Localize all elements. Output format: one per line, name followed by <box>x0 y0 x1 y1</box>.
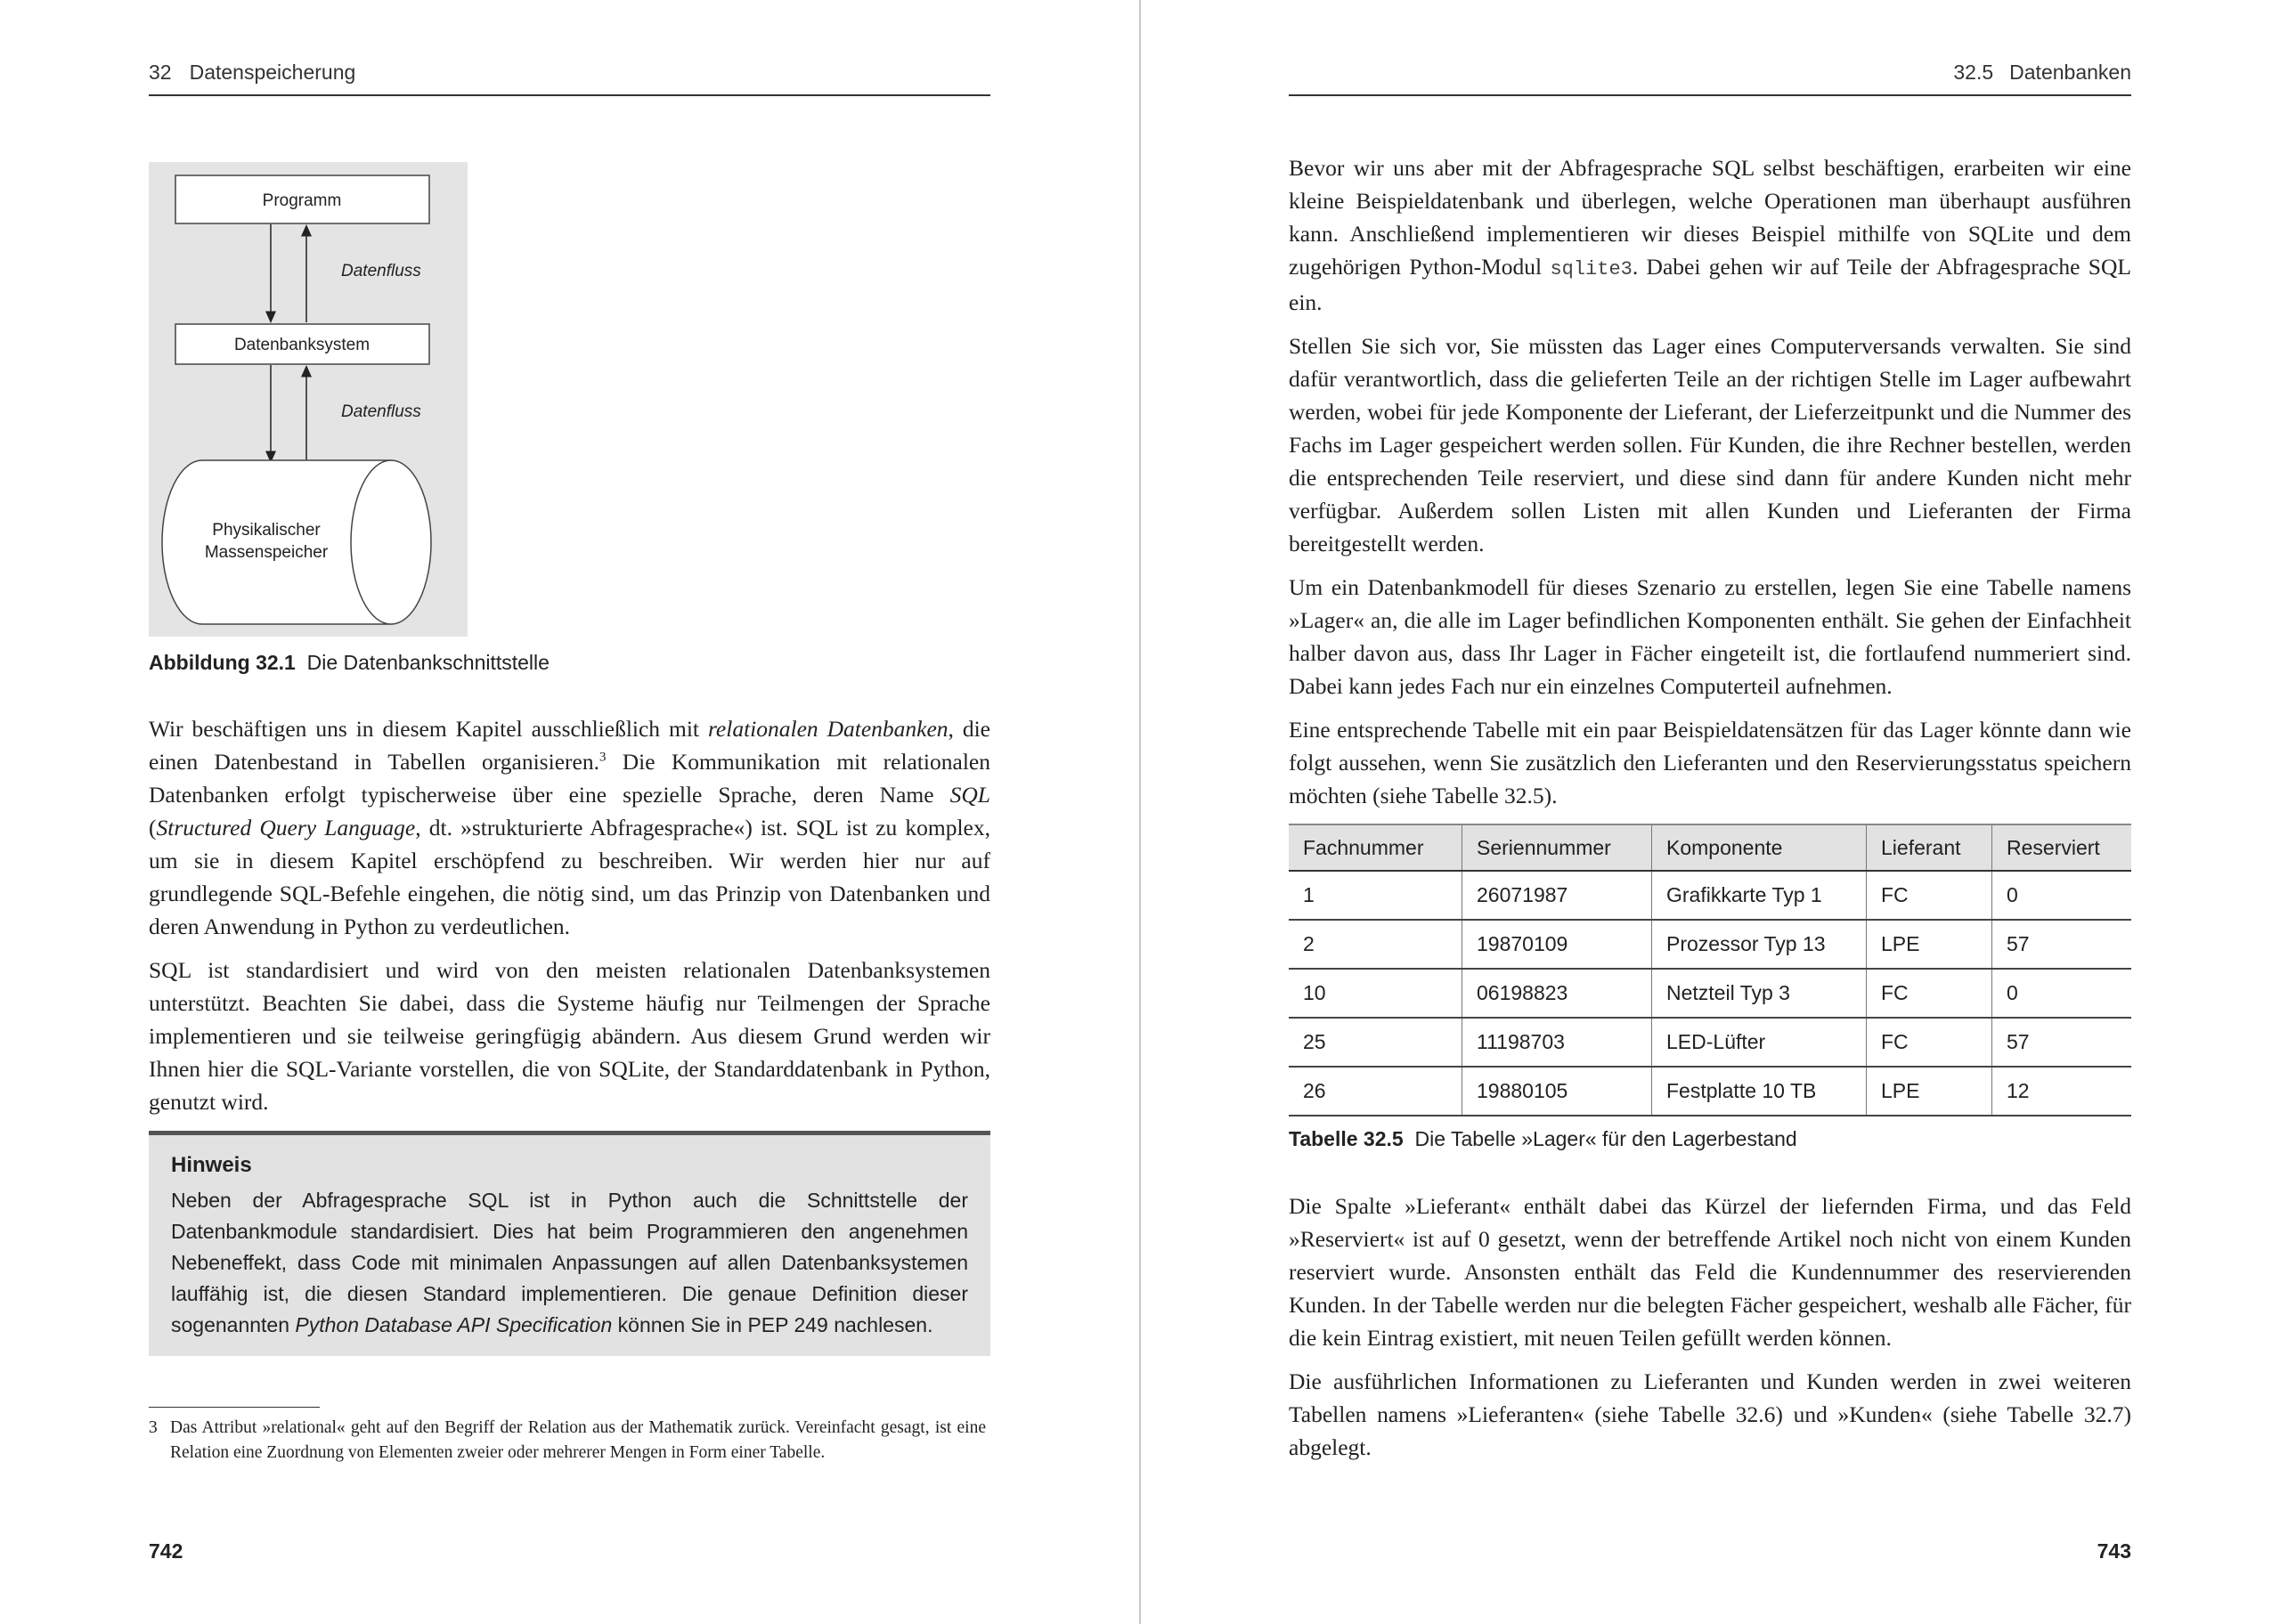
right-body-text-top <box>1289 151 2131 823</box>
table-header-row <box>1289 824 2131 871</box>
storage-label-line2: Massenspeicher <box>204 543 329 562</box>
table-cell: 57 <box>1992 1018 2132 1067</box>
table-cell: FC <box>1867 969 1992 1018</box>
text-run: können Sie in PEP 249 nachlesen. <box>612 1313 933 1336</box>
paragraph: Um ein Datenbankmodell für dieses Szenario zu erstellen, legen Sie eine Tabelle namens »Lager« an, die alle im Lager befindlichen Komponenten enthält. Sie gehen der Einfachheit halber davon aus, dass Ihr Lager in Fächer eingeteilt ist, die fortlaufend nummeriert sind. Dabei kann jedes Fach nur ein einzelnes Computerteil aufnehmen. <box>1289 574 2131 699</box>
figure-caption-text: Die Datenbankschnittstelle <box>306 651 550 674</box>
table-cell: 26 <box>1289 1067 1462 1116</box>
footnote-separator <box>149 1407 320 1408</box>
table-cell: 26071987 <box>1462 871 1652 920</box>
table-cell: 0 <box>1992 871 2132 920</box>
left-page <box>0 0 1139 1624</box>
table-row <box>1289 1067 2131 1116</box>
text-run: Neben der Abfragesprache SQL ist in Python auch die Schnittstelle der Datenbankmodule standardisiert. Dies hat beim Programmieren den angenehmen Nebeneffekt, dass Code mit minimalen Anpassungen auf allen Datenbanksystemen lauffähig ist, die diesen Standard implementieren. Die genaue Definition dieser sogenannten <box>171 1189 968 1336</box>
hint-box <box>149 1131 990 1356</box>
table-cell: Grafikkarte Typ 1 <box>1652 871 1867 920</box>
paragraph <box>1289 151 2131 319</box>
paragraph <box>149 712 990 943</box>
table-cell: FC <box>1867 871 1992 920</box>
table-cell: LPE <box>1867 1067 1992 1116</box>
program-box-label: Programm <box>262 191 342 210</box>
column-header: Seriennummer <box>1462 824 1652 871</box>
chapter-number: 32 <box>149 61 172 84</box>
column-header: Lieferant <box>1867 824 1992 871</box>
chapter-title: Datenspeicherung <box>189 61 356 84</box>
text-run: Wir beschäftigen uns in diesem Kapitel ausschließlich mit <box>149 716 708 742</box>
hint-title: Hinweis <box>171 1153 252 1177</box>
emphasis: Structured Query Language <box>156 815 416 840</box>
table-cell: 11198703 <box>1462 1018 1652 1067</box>
paragraph: Stellen Sie sich vor, Sie müssten das Lager eines Computerversands verwalten. Sie sind dafür verantwortlich, dass die gelieferten Teile an der richtigen Stelle im Lager aufbewahrt werden, wobei für jede Komponente der Lieferant, der Lieferzeitpunkt und die Nummer des Fachs im Lager gespeichert werden sollen. Für Kunden, die ihre Rechner bestellen, werden die entsprechenden Teile reserviert, und diese sind dann für andere Kunden nicht mehr verfügbar. Außerdem sollen Listen mit allen Kunden und Lieferanten der Firma bereitgestellt werden. <box>1289 333 2131 556</box>
text-run: ( <box>149 815 157 840</box>
section-number: 32.5 <box>1953 61 1994 84</box>
page-number-right: 743 <box>2097 1539 2131 1563</box>
text-run: . Dabei gehen wir auf Teile der Abfragesprache SQL ein. <box>1289 254 2131 315</box>
paragraph: SQL ist standardisiert und wird von den meisten relationalen Datenbanksystemen unterstützt. Beachten Sie dabei, dass die Systeme häufig nur Teilmengen der Sprache implementieren und sie teilweise geringfügig abändern. Aus diesem Grund werden wir Ihnen hier die SQL-Variante vorstellen, die von SQLite, der Standarddatenbank in Python, genutzt wird. <box>149 957 990 1115</box>
figure-caption <box>149 651 550 675</box>
right-page <box>1141 0 2280 1624</box>
storage-label-line1: Physikalischer <box>212 521 321 540</box>
text-run: Die Kommunikation mit relationalen Datenbanken erfolgt typischerweise über eine spezielle Sprache, deren Name <box>149 749 990 808</box>
table-row <box>1289 920 2131 969</box>
table-row <box>1289 969 2131 1018</box>
right-body-text-bottom <box>1289 1190 2131 1474</box>
table-caption-label: Tabelle 32.5 <box>1289 1127 1404 1150</box>
table-cell: 10 <box>1289 969 1462 1018</box>
table-cell: 19880105 <box>1462 1067 1652 1116</box>
table-caption <box>1289 1127 1797 1151</box>
emphasis: Python Database API Specification <box>295 1313 613 1336</box>
paragraph: Eine entsprechende Tabelle mit ein paar Beispieldatensätzen für das Lager könnte dann wie folgt aussehen, wenn Sie zusätzlich den Lieferanten und den Reservierungsstatus speichern möchten (siehe Tabelle 32.5). <box>1289 717 2131 808</box>
table-cell: FC <box>1867 1018 1992 1067</box>
flow-label-1: Datenfluss <box>341 262 421 280</box>
table-cell: 12 <box>1992 1067 2132 1116</box>
emphasis: relationalen Datenbanken <box>707 716 949 742</box>
lager-table <box>1289 824 2131 1116</box>
table-cell: LPE <box>1867 920 1992 969</box>
footnote <box>149 1416 986 1466</box>
storage-cylinder-end <box>351 460 431 624</box>
table-caption-text: Die Tabelle »Lager« für den Lagerbestand <box>1414 1127 1797 1150</box>
table-cell: Netzteil Typ 3 <box>1652 969 1867 1018</box>
running-header-right <box>1289 61 2131 96</box>
emphasis: SQL <box>949 782 990 808</box>
dbms-box-label: Datenbanksystem <box>233 336 370 354</box>
text-run: , dt. »strukturierte Abfragesprache«) ist. SQL ist zu komplex, um sie in diesem Kapitel erschöpfend zu beschreiben. Wir werden hier nur auf grundlegende SQL-Befehle eingehen, die nötig sind, um das Prinzip von Datenbanken und deren Anwendung in Python zu verdeutlichen. <box>149 815 990 939</box>
table-cell: 0 <box>1992 969 2132 1018</box>
text-run: , die einen Datenbestand in Tabellen organisieren. <box>149 716 990 775</box>
table-cell: Festplatte 10 TB <box>1652 1067 1867 1116</box>
inline-code: sqlite3 <box>1550 258 1633 280</box>
column-header: Fachnummer <box>1289 824 1462 871</box>
table-cell: 25 <box>1289 1018 1462 1067</box>
column-header: Reserviert <box>1992 824 2132 871</box>
hint-body <box>171 1185 968 1341</box>
left-body-text <box>149 712 990 1129</box>
figure-diagram <box>149 162 468 637</box>
table-cell: 2 <box>1289 920 1462 969</box>
paragraph: Die Spalte »Lieferant« enthält dabei das Kürzel der liefernden Firma, und das Feld »Reserviert« ist auf 0 gesetzt, wenn der betreffende Artikel noch nicht von einem Kunden reserviert wurde. Ansonsten enthält das Feld die Kundennummer des reservierenden Kunden. In der Tabelle werden nur die belegten Fächer gespeichert, weshalb alle Fächer, für die kein Eintrag existiert, mit neuen Teilen gefüllt werden können. <box>1289 1193 2131 1351</box>
table-cell: 1 <box>1289 871 1462 920</box>
flow-label-2: Datenfluss <box>341 402 421 421</box>
column-header: Komponente <box>1652 824 1867 871</box>
running-header-left <box>149 61 990 96</box>
table-row <box>1289 1018 2131 1067</box>
footnote-reference: 3 <box>598 750 607 765</box>
table-cell: Prozessor Typ 13 <box>1652 920 1867 969</box>
text-run: Bevor wir uns aber mit der Abfragesprache SQL selbst beschäftigen, erarbeiten wir eine kleine Beispieldatenbank und überlegen, welche Operationen man überhaupt ausführen kann. Anschließend implementieren wir dieses Beispiel mithilfe von SQLite und dem zugehörigen Python-Modul <box>1289 155 2131 280</box>
section-title: Datenbanken <box>2009 61 2131 84</box>
table-row <box>1289 871 2131 920</box>
footnote-number: 3 <box>149 1418 158 1437</box>
table-cell: 19870109 <box>1462 920 1652 969</box>
paragraph: Die ausführlichen Informationen zu Lieferanten und Kunden werden in zwei weiteren Tabellen namens »Lieferanten« (siehe Tabelle 32.6) und »Kunden« (siehe Tabelle 32.7) abgelegt. <box>1289 1368 2131 1460</box>
page-number-left: 742 <box>149 1539 183 1563</box>
table-cell: 57 <box>1992 920 2132 969</box>
table-cell: 06198823 <box>1462 969 1652 1018</box>
footnote-text: Das Attribut »relational« geht auf den Begriff der Relation aus der Mathematik zurück. Vereinfacht gesagt, ist eine Relation eine Zuordnung von Elementen zweier oder mehrerer Mengen in Form einer Tabelle. <box>170 1418 986 1462</box>
figure-caption-label: Abbildung 32.1 <box>149 651 296 674</box>
figure-database-interface <box>149 162 468 637</box>
table-cell: LED-Lüfter <box>1652 1018 1867 1067</box>
